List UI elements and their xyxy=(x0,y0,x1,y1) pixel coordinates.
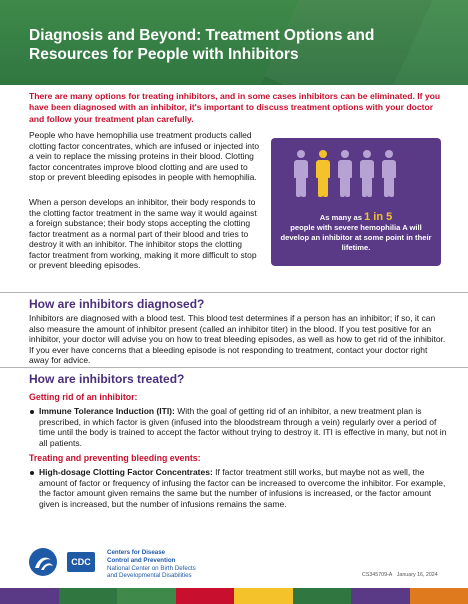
doc-number: CS345709-A xyxy=(362,572,393,578)
heading-diagnosed: How are inhibitors diagnosed? xyxy=(29,297,205,311)
footer-color-segment xyxy=(117,588,177,604)
person-icon xyxy=(337,150,353,198)
subheading-treating: Treating and preventing bleeding events: xyxy=(29,453,201,463)
cdc-agency-name xyxy=(107,549,237,580)
person-icon xyxy=(359,150,375,198)
bullet-high-dosage-body: If factor treatment still works, but maybe not as well, the amount of factor or frequency of infusing the factor can be increased to overcome the inhibitor. For example, the factor amount given remains the same but the number of infusions is increased, or the factor amount given is increased, but the number of infusions remains the same. xyxy=(39,467,446,509)
bullet-iti-body: With the goal of getting rid of an inhibitor, a new treatment plan is prescribed, in which factor is given (infused into the bloodstream through a vein) regularly over a period of time until the body is trained to accept the factor without trying to destroy it. ITI is effective in many, but not in all patients. xyxy=(39,406,447,448)
footer-color-segment xyxy=(293,588,353,604)
footer-color-segment xyxy=(0,588,60,604)
cdc-center-line2: and Developmental Disabilities xyxy=(107,572,192,580)
footer-color-segment xyxy=(234,588,294,604)
footer-color-segment xyxy=(176,588,236,604)
bullet-dot xyxy=(30,410,34,414)
footer-color-bar xyxy=(0,588,468,604)
subheading-getting-rid: Getting rid of an inhibitor: xyxy=(29,392,138,402)
person-icon xyxy=(381,150,397,198)
paragraph-clotting-factor: People who have hemophilia use treatment products called clotting factor concentrates, which are infused or injected into a vein to replace the missing proteins in their blood. Clotting factor concentrates improve blood clotting and are used to stop or prevent bleeding episodes in people with hemophilia. xyxy=(29,130,260,182)
paragraph-inhibitor-response: When a person develops an inhibitor, their body responds to the clotting factor treatment in the same way it would against a foreign substance; their body stops accepting the clotting factor treatment as a normal part of their blood and tries to destroy it with an inhibitor. The inhibitor stops the clotting factor treatment from working, making it more difficult to stop or prevent bleeding episodes. xyxy=(29,197,257,270)
heading-treated: How are inhibitors treated? xyxy=(29,372,185,386)
statistic-callout xyxy=(271,138,441,266)
bullet-iti-title: Immune Tolerance Induction (ITI): xyxy=(39,406,175,416)
bullet-dot xyxy=(30,471,34,475)
callout-description: people with severe hemophilia A will develop an inhibitor at some point in their lifetime. xyxy=(280,223,432,252)
section-divider xyxy=(0,367,468,368)
callout-stat: 1 in 5 xyxy=(364,211,393,223)
cdc-name-line1: Centers for Disease xyxy=(107,549,166,556)
bullet-high-dosage-title: High-dosage Clotting Factor Concentrates: xyxy=(39,467,213,477)
agency-logos xyxy=(27,546,97,578)
bullet-iti xyxy=(29,406,447,448)
page-title: Diagnosis and Beyond: Treatment Options and Resources for People with Inhibitors xyxy=(29,27,375,63)
cdc-name-line2: Control and Prevention xyxy=(107,556,176,564)
person-icon-highlighted xyxy=(315,150,331,198)
section-divider xyxy=(0,292,468,293)
doc-date: January 16, 2024 xyxy=(396,572,438,578)
bullet-high-dosage xyxy=(29,467,447,509)
footer-color-segment xyxy=(351,588,411,604)
person-icon xyxy=(293,150,309,198)
cdc-center-line1: National Center on Birth Defects xyxy=(107,564,196,572)
callout-prefix: As many as xyxy=(319,213,365,222)
intro-text: There are many options for treating inhibitors, and in some cases inhibitors can be eliminated. If you have been diagnosed with an inhibitor, it's important to discuss treatment options with your doctor and follow your treatment plan carefully. xyxy=(29,91,441,124)
callout-text xyxy=(279,212,433,253)
paragraph-diagnosed: Inhibitors are diagnosed with a blood test. This blood test determines if a person has an inhibitor; if so, it can also measure the amount of inhibitor present (called an inhibitor titer) in the blood. If you test positive for an inhibitor, your doctor will advise you on how to treat bleeding episodes, as well as how to get rid of the inhibitor. If you ever have concerns that a bleeding episode is not responding to treatment, contact your doctor right away for advice. xyxy=(29,313,446,365)
cdc-logo-icon: CDC xyxy=(67,552,95,572)
footer-color-segment xyxy=(410,588,468,604)
people-figures xyxy=(293,150,397,202)
header-banner xyxy=(0,0,468,85)
hhs-logo-icon xyxy=(27,546,63,578)
document-number xyxy=(362,572,462,579)
footer-color-segment xyxy=(59,588,119,604)
